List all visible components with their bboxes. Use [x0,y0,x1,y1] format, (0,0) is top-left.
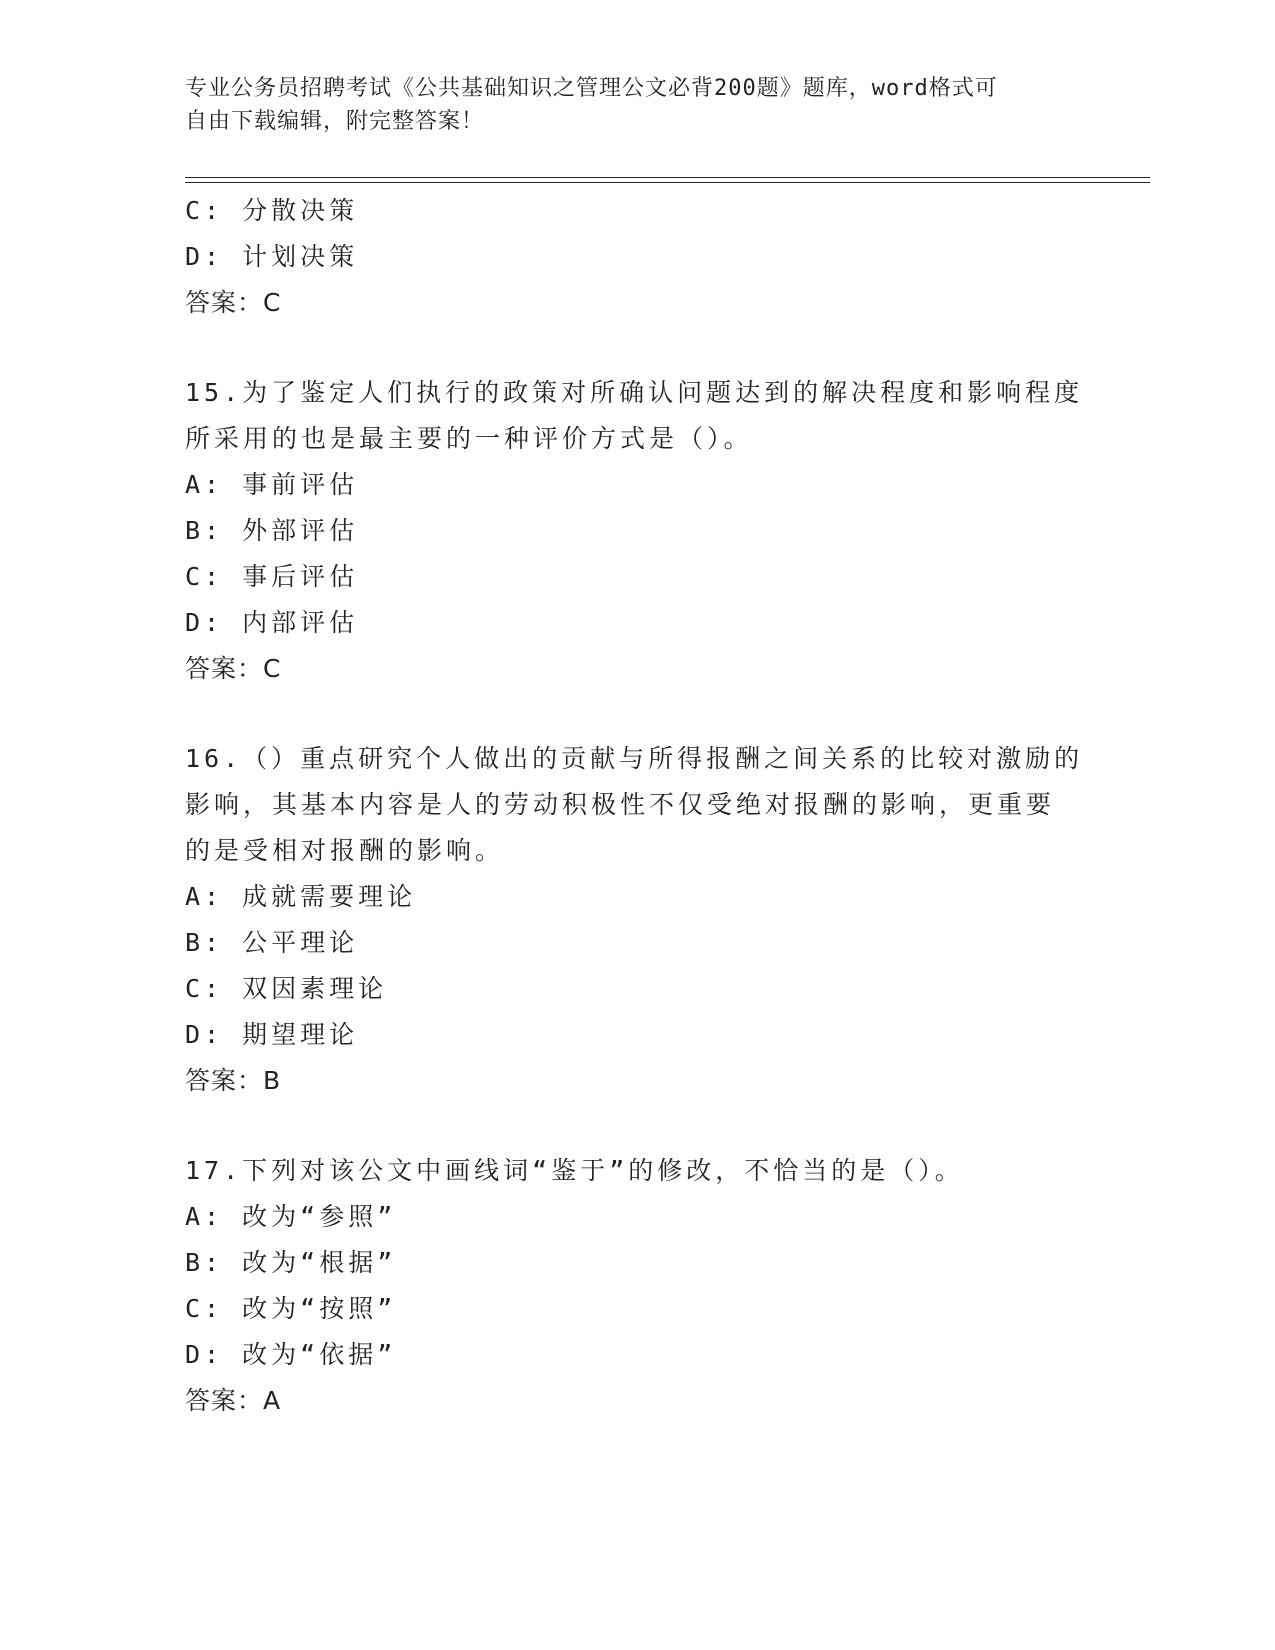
option-d: D: 改为“依据” [185,1340,397,1369]
spacer [185,692,1085,736]
spacer [185,326,1085,370]
question-stem-line: 影响，其基本内容是人的劳动积极性不仅受绝对报酬的影响，更重要 [185,790,1056,819]
question-stem-line: 17.下列对该公文中画线词“鉴于”的修改，不恰当的是（）。 [185,1156,964,1185]
header-divider-bottom [185,182,1150,183]
option-c: C: 分散决策 [185,196,359,225]
header-line-2: 自由下载编辑，附完整答案！ [185,109,485,134]
question-stem-line: 15.为了鉴定人们执行的政策对所确认问题达到的解决程度和影响程度 [185,378,1084,407]
option-b: B: 外部评估 [185,516,359,545]
option-c: C: 改为“按照” [185,1294,397,1323]
header-line-1: 专业公务员招聘考试《公共基础知识之管理公文必背200题》题库，word格式可 [185,76,998,101]
question-stem-line: 的是受相对报酬的影响。 [185,836,505,865]
answer-line: 答案：C [185,654,282,683]
option-d: D: 计划决策 [185,242,359,271]
option-d: D: 内部评估 [185,608,359,637]
question-17 [185,1148,1085,1424]
option-d: D: 期望理论 [185,1020,359,1049]
question-stem-line: 16.（）重点研究个人做出的贡献与所得报酬之间关系的比较对激励的 [185,744,1084,773]
option-a: A: 成就需要理论 [185,882,417,911]
option-c: C: 双因素理论 [185,974,388,1003]
question-16 [185,736,1085,1104]
question-14-continued [185,188,1085,326]
question-15 [185,370,1085,692]
option-a: A: 改为“参照” [185,1202,397,1231]
option-b: B: 公平理论 [185,928,359,957]
answer-line: 答案：B [185,1066,282,1095]
spacer [185,1104,1085,1148]
question-stem-line: 所采用的也是最主要的一种评价方式是（）。 [185,424,753,453]
answer-line: 答案：C [185,288,282,317]
option-c: C: 事后评估 [185,562,359,591]
answer-line: 答案：A [185,1386,282,1415]
option-a: A: 事前评估 [185,470,359,499]
option-b: B: 改为“根据” [185,1248,397,1277]
document-header [185,72,1085,138]
header-divider-top [185,177,1150,178]
question-list [185,188,1085,1424]
